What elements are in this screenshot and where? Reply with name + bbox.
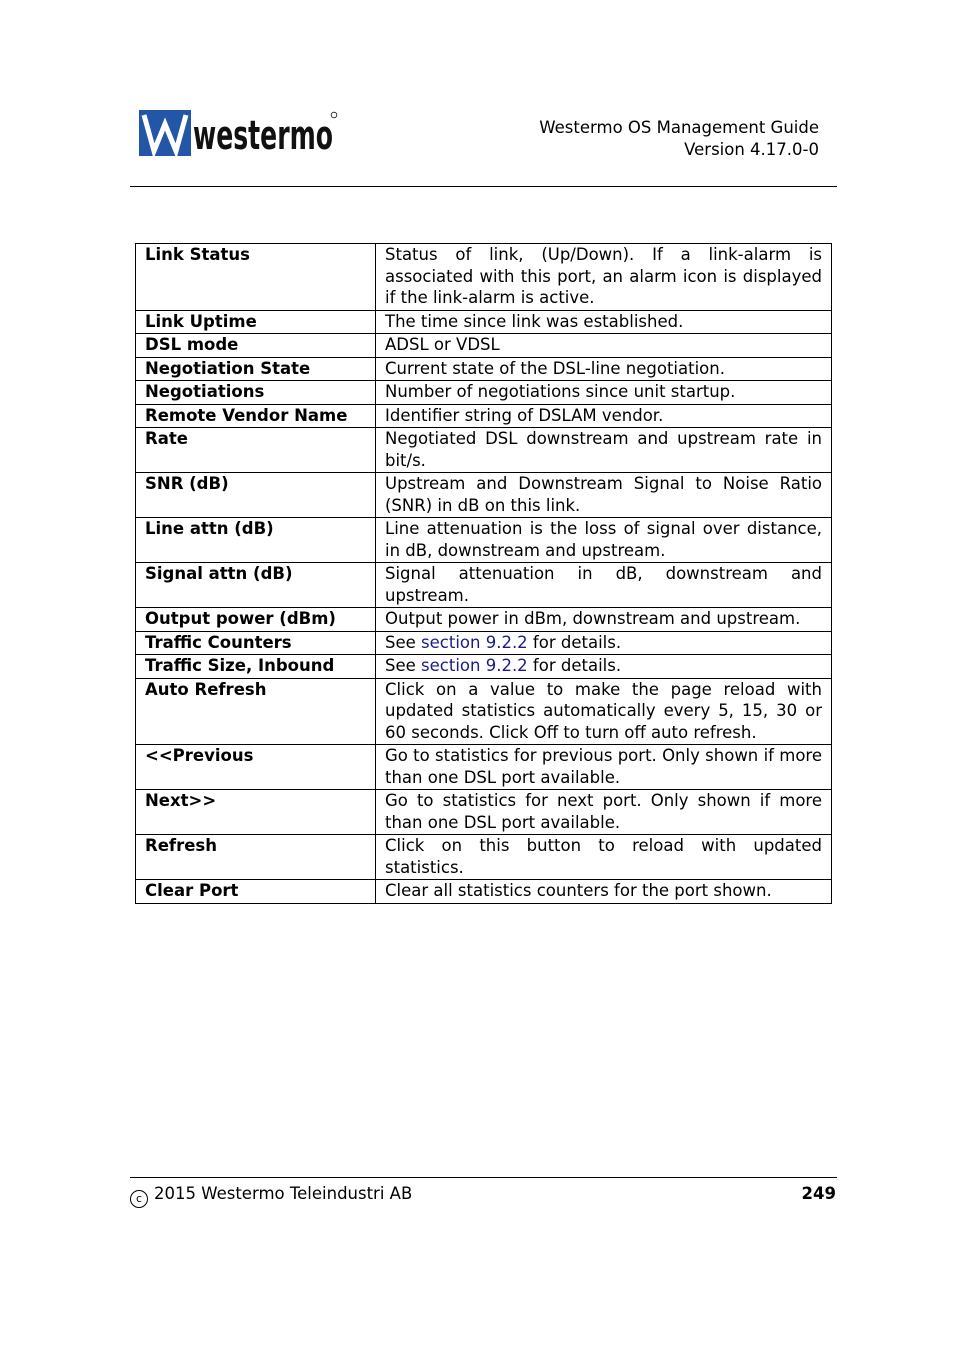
field-description: Signal attenuation in dB, downstream and upstream.: [376, 563, 832, 608]
section-link[interactable]: section 9.2.2: [421, 656, 528, 675]
document-header: [539, 117, 819, 161]
field-description: Go to statistics for previous port. Only shown if more than one DSL port available.: [376, 745, 832, 790]
guide-title: Westermo OS Management Guide: [539, 118, 819, 137]
field-description: Click on this button to reload with updated statistics.: [376, 835, 832, 880]
field-description: Click on a value to make the page reload with updated statistics automatically every 5, 15, 30 or 60 seconds. Click Off to turn off auto refresh.: [376, 678, 832, 745]
field-description: Line attenuation is the loss of signal over distance, in dB, downstream and upstream.: [376, 518, 832, 563]
field-name: Traffic Size, Inbound: [136, 655, 376, 679]
guide-version: Version 4.17.0-0: [684, 140, 819, 159]
description-text: See: [385, 632, 422, 652]
table-row: [136, 880, 832, 904]
table-row: [136, 745, 832, 790]
brand-wordmark: westermo: [193, 113, 333, 159]
field-name: Auto Refresh: [136, 678, 376, 745]
table-row: [136, 678, 832, 745]
field-name: Negotiation State: [136, 357, 376, 381]
section-link[interactable]: section 9.2.2: [421, 632, 528, 652]
field-description: Output power in dBm, downstream and upstream.: [376, 608, 832, 632]
field-name: DSL mode: [136, 334, 376, 358]
description-text: See: [385, 656, 422, 675]
header-divider: [130, 186, 837, 187]
field-name: Next>>: [136, 790, 376, 835]
table-row: [136, 428, 832, 473]
description-text: for details.: [527, 656, 622, 675]
field-name: Traffic Counters: [136, 631, 376, 655]
field-description: [376, 655, 832, 679]
table-row: [136, 631, 832, 655]
table-row: [136, 334, 832, 358]
page-number: 249: [801, 1184, 836, 1203]
field-description: Status of link, (Up/Down). If a link-alarm is associated with this port, an alarm icon is displayed if the link-alarm is active.: [376, 244, 832, 311]
table-row: [136, 473, 832, 518]
field-name: Rate: [136, 428, 376, 473]
field-description: The time since link was established.: [376, 310, 832, 334]
field-description: [376, 631, 832, 655]
field-description: Upstream and Downstream Signal to Noise Ratio (SNR) in dB on this link.: [376, 473, 832, 518]
table-row: [136, 244, 832, 311]
field-name: Refresh: [136, 835, 376, 880]
field-description: Current state of the DSL-line negotiation.: [376, 357, 832, 381]
field-name: Link Status: [136, 244, 376, 311]
copyright-icon: c: [130, 1190, 148, 1208]
field-name: Output power (dBm): [136, 608, 376, 632]
table-row: [136, 404, 832, 428]
field-name: Clear Port: [136, 880, 376, 904]
field-description: Negotiated DSL downstream and upstream rate in bit/s.: [376, 428, 832, 473]
field-name: Line attn (dB): [136, 518, 376, 563]
field-description: Clear all statistics counters for the port shown.: [376, 880, 832, 904]
statistics-field-table: [135, 243, 832, 904]
field-name: SNR (dB): [136, 473, 376, 518]
field-name: Negotiations: [136, 381, 376, 405]
copyright-text: 2015 Westermo Teleindustri AB: [154, 1184, 413, 1203]
table-row: [136, 563, 832, 608]
field-name: Remote Vendor Name: [136, 404, 376, 428]
table-row: [136, 357, 832, 381]
field-description: Go to statistics for next port. Only shown if more than one DSL port available.: [376, 790, 832, 835]
table-row: [136, 790, 832, 835]
table-row: [136, 310, 832, 334]
field-description: Number of negotiations since unit startup.: [376, 381, 832, 405]
table-row: [136, 608, 832, 632]
field-name: <<Previous: [136, 745, 376, 790]
description-text: for details.: [527, 632, 622, 652]
table-row: [136, 835, 832, 880]
footer-divider: [130, 1177, 837, 1178]
westermo-logo-icon: [139, 110, 339, 157]
table-row: [136, 655, 832, 679]
westermo-logo: [139, 110, 339, 157]
field-name: Link Uptime: [136, 310, 376, 334]
field-description: ADSL or VDSL: [376, 334, 832, 358]
table-row: [136, 518, 832, 563]
field-name: Signal attn (dB): [136, 563, 376, 608]
copyright-notice: [130, 1183, 412, 1208]
field-description: Identifier string of DSLAM vendor.: [376, 404, 832, 428]
table-row: [136, 381, 832, 405]
